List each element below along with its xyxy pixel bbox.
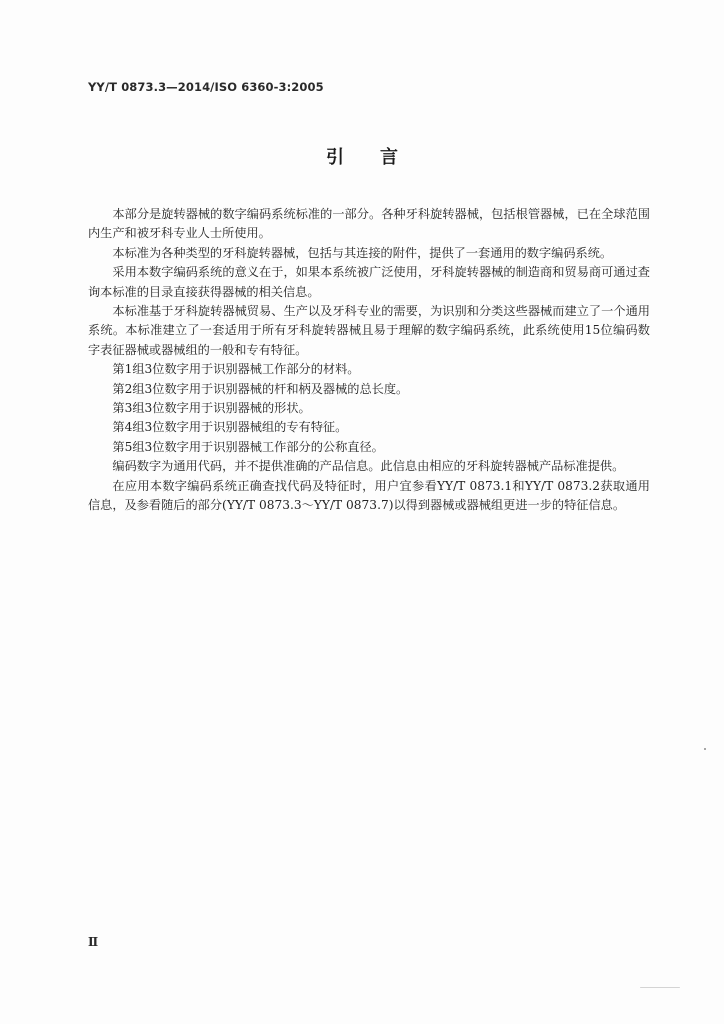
scan-mark xyxy=(640,987,680,988)
page-number: Ⅱ xyxy=(88,935,99,949)
introduction-body xyxy=(88,205,650,516)
paragraph: 采用本数字编码系统的意义在于，如果本系统被广泛使用，牙科旋转器械的制造商和贸易商可通过查询本标准的目录直接获得器械的相关信息。 xyxy=(88,265,650,299)
paragraph: 第5组3位数字用于识别器械工作部分的公称直径。 xyxy=(112,439,384,454)
paragraph: 第4组3位数字用于识别器械组的专有特征。 xyxy=(112,420,348,435)
scan-speck xyxy=(704,748,706,750)
paragraph: 在应用本数字编码系统正确查找代码及特征时，用户宜参看YY/T 0873.1和YY/T 0873.2获取通用信息，及参看随后的部分(YY/T 0873.3～YY/T 0873.7)以得到器械或器械组更进一步的特征信息。 xyxy=(88,478,650,513)
paragraph: 第1组3位数字用于识别器械工作部分的材料。 xyxy=(112,362,360,377)
paragraph: 编码数字为通用代码，并不提供准确的产品信息。此信息由相应的牙科旋转器械产品标准提供。 xyxy=(112,459,625,474)
paragraph: 第2组3位数字用于识别器械的杆和柄及器械的总长度。 xyxy=(112,381,409,396)
paragraph: 本标准基于牙科旋转器械贸易、生产以及牙科专业的需要，为识别和分类这些器械而建立了一个通用系统。本标准建立了一套适用于所有牙科旋转器械且易于理解的数字编码系统，此系统使用15位编码数字表征器械或器械组的一般和专有特征。 xyxy=(88,304,650,357)
standard-number-header: YY/T 0873.3—2014/ISO 6360-3:2005 xyxy=(88,80,324,94)
paragraph: 第3组3位数字用于识别器械的形状。 xyxy=(112,401,311,416)
paragraph: 本标准为各种类型的牙科旋转器械，包括与其连接的附件，提供了一套通用的数字编码系统。 xyxy=(112,245,613,260)
paragraph: 本部分是旋转器械的数字编码系统标准的一部分。各种牙科旋转器械，包括根管器械，已在全球范围内生产和被牙科专业人士所使用。 xyxy=(88,207,650,241)
page-title: 引言 xyxy=(326,147,434,168)
